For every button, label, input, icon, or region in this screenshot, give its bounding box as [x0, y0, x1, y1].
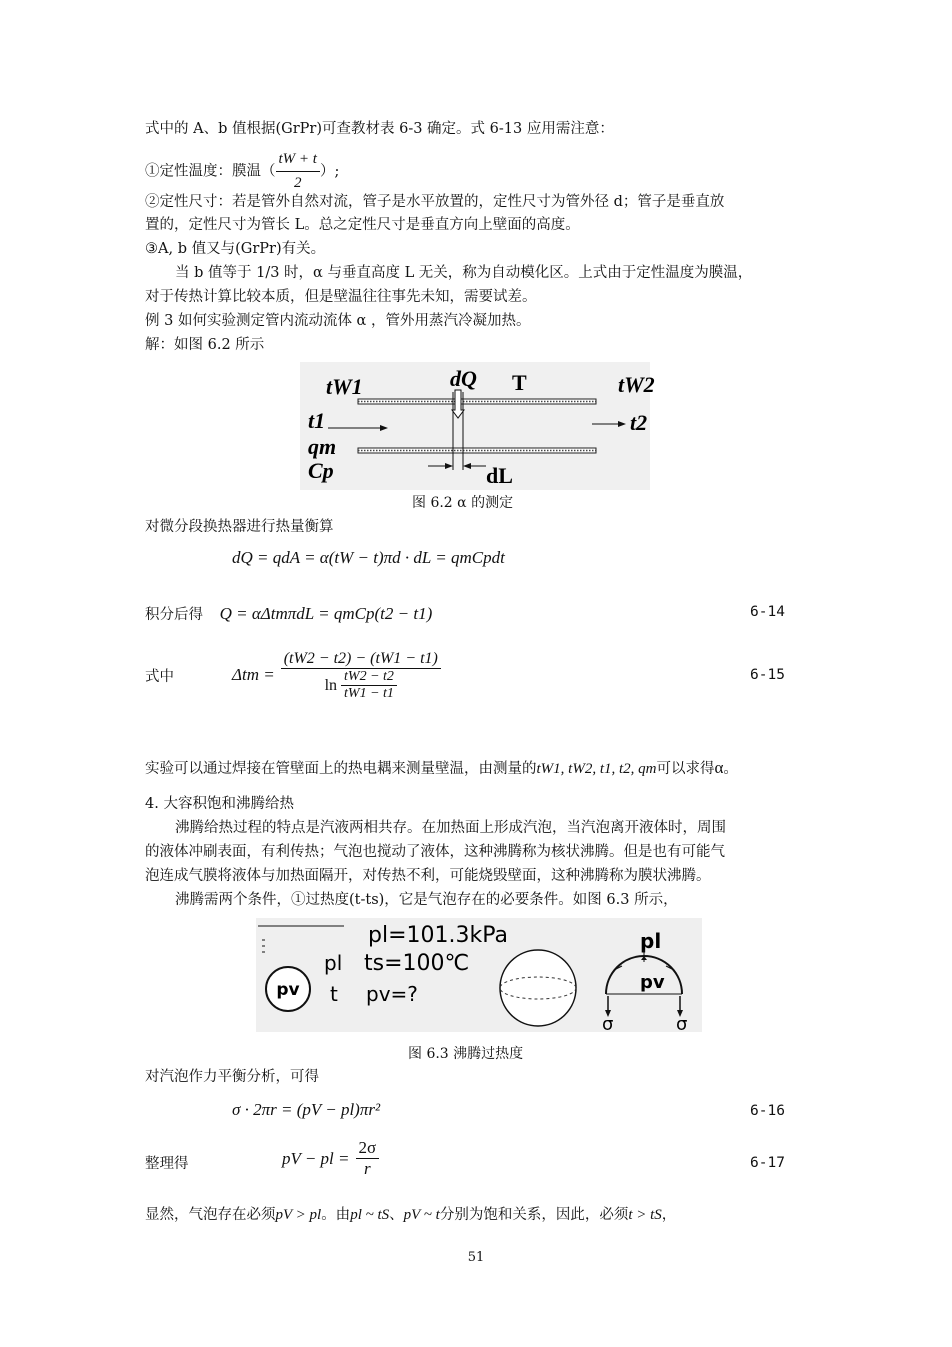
equation-log-mean	[232, 650, 441, 702]
text-fragment: 积分后得	[145, 607, 203, 623]
text-fragment: ①定性温度：膜温（	[145, 163, 276, 180]
bubble-pv-label: pv	[276, 980, 300, 1000]
fraction-numerator: tW + t	[276, 148, 320, 172]
math-inline: pV ~ t	[403, 1207, 440, 1223]
text-fragment: 。由	[321, 1207, 351, 1223]
equation-integrated: Q = αΔtmπdL = qmCp(t2 − t1)	[219, 604, 433, 623]
text-line: 对汽泡作力平衡分析，可得	[145, 1069, 319, 1085]
equation-number-6-15: 6-15	[750, 667, 785, 683]
label-t2: t2	[630, 410, 648, 435]
text-line: 的液体冲刷表面，有利传热；气泡也搅动了液体，这种沸腾称为核状沸腾。但是也有可能气	[145, 844, 725, 860]
text-fragment: 显然，气泡存在必须	[145, 1207, 276, 1223]
text-line: 对于传热计算比较本质，但是壁温往往事先未知，需要试差。	[145, 289, 537, 305]
example-heading: 例 3 如何实验测定管内流动流体 α ，管外用蒸汽冷凝加热。	[145, 313, 531, 329]
page-number: 51	[467, 1250, 485, 1265]
equation-heat-balance: dQ = qdA = α(tW − t)πd · dL = qmCpdt	[232, 548, 505, 567]
text-line: ②定性尺寸：若是管外自然对流，管子是水平放置的，定性尺寸为管外径 d；管子是垂直放	[145, 194, 725, 210]
equation-number-6-16: 6-16	[750, 1103, 785, 1119]
text-line: 式中的 A、b 值根据(GrPr)可查教材表 6-3 确定。式 6-13 应用需注意：	[145, 121, 614, 137]
text-line: 式中	[145, 669, 174, 685]
label-t1: t1	[308, 408, 326, 433]
fraction-numerator: tW2 − t2	[341, 669, 397, 686]
sigma-left-label: σ	[602, 1014, 614, 1035]
alpha-symbol: α	[714, 758, 724, 777]
pl-label: pl	[324, 951, 343, 975]
fraction-numerator: (tW2 − t2) − (tW1 − t1)	[281, 650, 441, 669]
figure-6-3	[256, 918, 702, 1035]
measured-quantities: tW1, tW2, t1, t2, qm	[536, 761, 657, 777]
text-line: 泡连成气膜将液体与加热面隔开，对传热不利，可能烧毁壁面，这种沸腾称为膜状沸腾。	[145, 868, 711, 884]
text-fragment: 分别为饱和关系，因此，必须	[439, 1207, 629, 1223]
text-fragment: 可以求得	[656, 761, 715, 777]
label-T: T	[512, 370, 527, 395]
text-line: ③A, b 值又与(GrPr)有关。	[145, 241, 326, 257]
measurement-line: 实验可以通过焊接在管壁面上的热电耦来测量壁温，由测量的tW1, tW2, t1, t2, qm可以求得α。	[145, 758, 738, 777]
sphere-bubble-icon	[500, 950, 576, 1026]
pv-unknown-label: pv=?	[366, 982, 418, 1006]
equation-pressure-difference	[282, 1138, 379, 1179]
figure-6-2	[300, 362, 655, 490]
fraction	[276, 148, 320, 195]
equation-force-balance: σ · 2πr = (pV − pl)πr²	[232, 1100, 381, 1119]
conclusion-line	[145, 1204, 810, 1227]
figure-6-3-caption: 图 6.3 沸腾过热度	[408, 1046, 524, 1062]
section-heading: 4. 大容积饱和沸腾给热	[145, 796, 294, 812]
ln-symbol: ln	[324, 676, 338, 694]
math-inline: t > tS	[628, 1207, 662, 1223]
label-qm: qm	[308, 434, 337, 459]
text-line: 对微分段换热器进行热量衡算	[145, 519, 334, 535]
label-Cp: Cp	[308, 458, 334, 483]
fraction-denominator	[281, 669, 441, 702]
saturation-temperature-label: ts=100℃	[364, 951, 470, 976]
math-inline: pV > pl	[275, 1207, 322, 1223]
text-line: 整理得	[145, 1156, 189, 1172]
text-fragment: 实验可以通过焊接在管壁面上的热电耦来测量壁温，由测量的	[145, 761, 537, 777]
math-inline: pl ~ tS	[350, 1207, 390, 1223]
inner-fraction	[341, 669, 397, 702]
integral-line	[145, 602, 810, 627]
fraction	[356, 1138, 380, 1179]
equation-number-6-14: 6-14	[750, 604, 785, 620]
label-tW2: tW2	[618, 372, 655, 397]
text-line: 当 b 值等于 1/3 时，α 与垂直高度 L 无关，称为自动模化区。上式由于定性温度为膜温，	[175, 265, 753, 281]
fraction-denominator: 2	[293, 175, 302, 191]
sigma-right-label: σ	[676, 1014, 688, 1035]
figure-6-2-caption: 图 6.2 α 的测定	[412, 495, 514, 511]
text-line: 沸腾需两个条件，①过热度(t-ts)，它是气泡存在的必要条件。如图 6.3 所示，	[175, 892, 678, 908]
pressure-value-label: pl=101.3kPa	[368, 923, 508, 948]
text-line: 沸腾给热过程的特点是汽液两相共存。在加热面上形成汽泡，当汽泡离开液体时，周围	[175, 820, 726, 836]
label-dL: dL	[486, 463, 513, 488]
right-pv-label: pv	[640, 972, 665, 993]
equation-lhs: pV − pl =	[282, 1148, 350, 1168]
equation-lhs: Δtm =	[232, 665, 275, 684]
fraction-denominator: tW1 − t1	[344, 686, 394, 701]
equation-number-6-17: 6-17	[750, 1155, 785, 1171]
label-dQ: dQ	[450, 366, 477, 391]
film-temperature-line	[145, 148, 810, 195]
text-fragment: 、	[389, 1207, 404, 1223]
fraction-numerator: 2σ	[356, 1138, 380, 1159]
t-label: t	[330, 982, 338, 1006]
fraction-denominator: r	[364, 1159, 371, 1178]
text-fragment: ，	[661, 1207, 677, 1223]
log-mean-fraction	[281, 650, 441, 702]
right-pl-label: pl	[640, 929, 662, 953]
text-fragment: ）;	[319, 163, 340, 180]
text-line: 解：如图 6.2 所示	[145, 337, 265, 353]
label-tW1: tW1	[326, 374, 363, 399]
text-line: 置的，定性尺寸为管长 L。总之定性尺寸是垂直方向上壁面的高度。	[145, 217, 580, 233]
